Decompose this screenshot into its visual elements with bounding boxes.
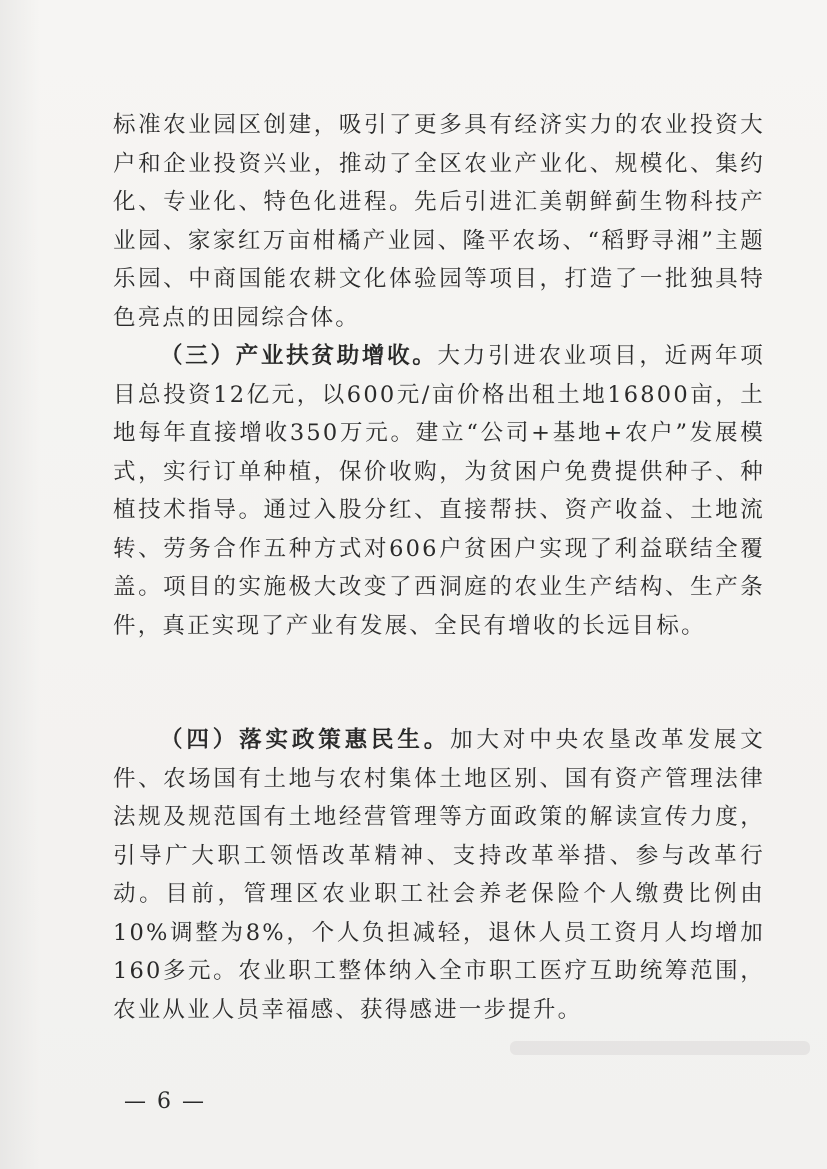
page-number: — 6 — xyxy=(124,1089,206,1114)
section-poverty-alleviation xyxy=(113,337,765,645)
section-body-text: 大力引进农业项目，近两年项目总投资12亿元，以600元/亩价格出租土地16800亩，土地每年直接增收350万元。建立“公司+基地+农户”发展模式，实行订单种植，保价收购，为贫困户免费提供种子、种植技术指导。通过入股分红、直接帮扶、资产收益、土地流转、劳务合作五种方式对606户贫困户实现了利益联结全覆盖。项目的实施极大改变了西洞庭的农业生产结构、生产条件，真正实现了产业有发展、全民有增收的长远目标。 xyxy=(113,343,765,639)
show-through-ghost xyxy=(510,1041,810,1055)
paper-edge-shadow xyxy=(0,0,40,1169)
paragraph-text: 标准农业园区创建，吸引了更多具有经济实力的农业投资大户和企业投资兴业，推动了全区农业产业化、规模化、集约化、专业化、特色化进程。先后引进汇美朝鲜蓟生物科技产业园、家家红万亩柑橘产业园、隆平农场、“稻野寻湘”主题乐园、中商国能农耕文化体验园等项目，打造了一批独具特色亮点的田园综合体。 xyxy=(113,112,765,331)
section-policy-implementation xyxy=(113,721,765,1029)
section-body-text: 加大对中央农垦改革发展文件、农场国有土地与农村集体土地区别、国有资产管理法律法规及规范国有土地经营管理等方面政策的解读宣传力度，引导广大职工领悟改革精神、支持改革举措、参与改革行动。目前，管理区农业职工社会养老保险个人缴费比例由10%调整为8%，个人负担减轻，退休人员工资月人均增加160多元。农业职工整体纳入全市职工医疗互助统筹范围，农业从业人员幸福感、获得感进一步提升。 xyxy=(113,727,766,1023)
section-paragraph xyxy=(113,721,765,1029)
paragraph-industrial-parks xyxy=(113,106,765,337)
section-heading: （三）产业扶贫助增收。 xyxy=(160,343,438,369)
section-paragraph xyxy=(113,337,765,645)
section-heading: （四）落实政策惠民生。 xyxy=(160,727,451,753)
